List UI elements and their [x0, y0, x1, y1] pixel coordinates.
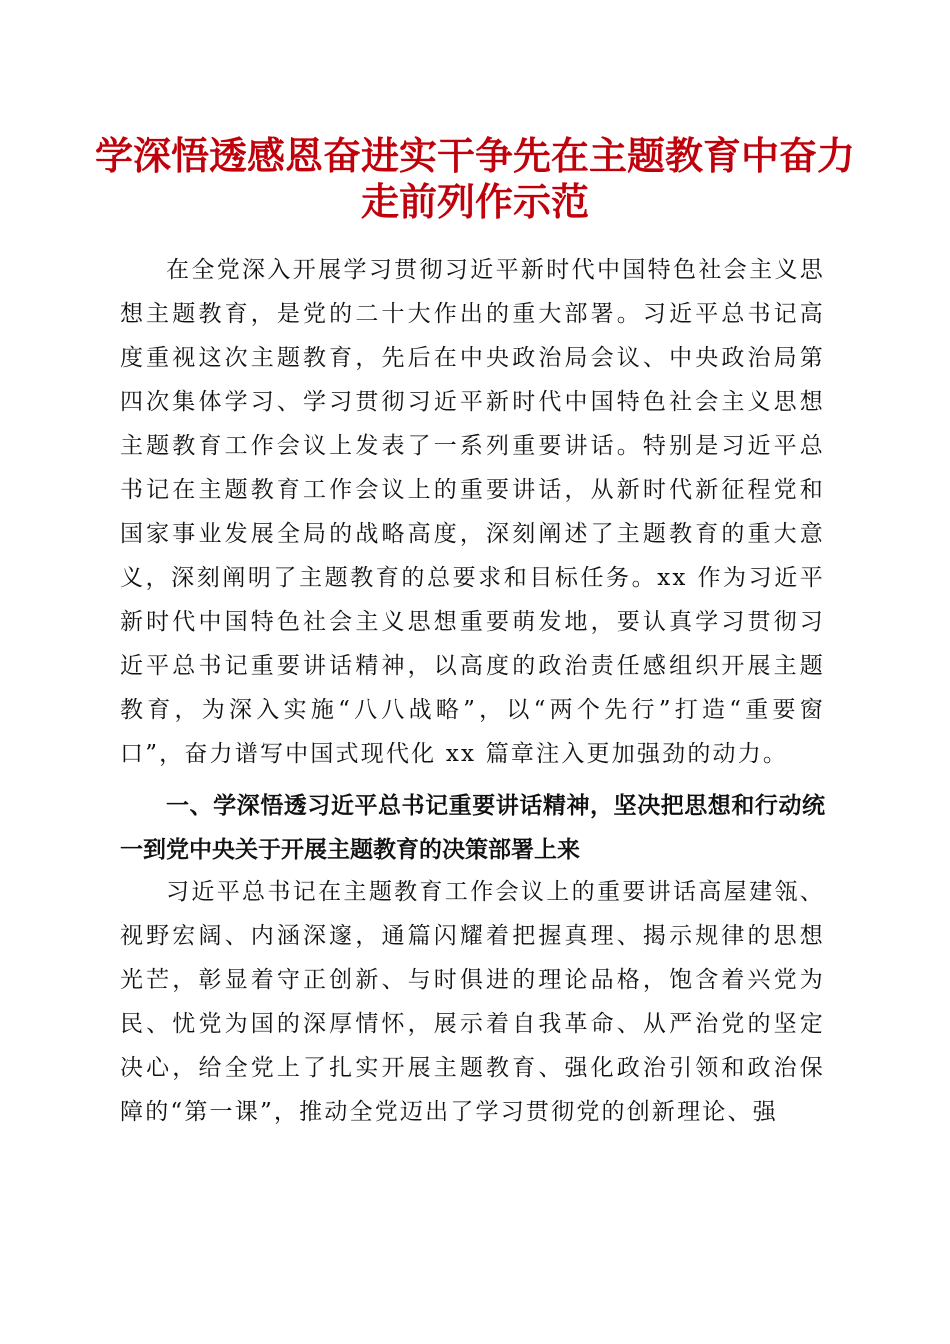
section-paragraph: 习近平总书记在主题教育工作会议上的重要讲话高屋建瓴、视野宏阔、内涵深邃，通篇闪耀着把握真理、揭示规律的思想光芒，彰显着守正创新、与时俱进的理论品格，饱含着兴党为民、忧党为国的深厚情怀，展示着自我革命、从严治党的坚定决心，给全党上了扎实开展主题教育、强化政治引领和政治保障的“第一课”，推动全党迈出了学习贯彻党的创新理论、强: [120, 879, 825, 1125]
document-title: 学深悟透感恩奋进实干争先在主题教育中奋力走前列作示范: [94, 133, 855, 224]
section-heading: 一、学深悟透习近平总书记重要讲话精神，坚决把思想和行动统一到党中央关于开展主题教育的决策部署上来: [120, 793, 825, 863]
intro-paragraph: 在全党深入开展学习贯彻习近平新时代中国特色社会主义思想主题教育，是党的二十大作出的重大部署。习近平总书记高度重视这次主题教育，先后在中央政治局会议、中央政治局第四次集体学习、学习贯彻习近平新时代中国特色社会主义思想主题教育工作会议上发表了一系列重要讲话。特别是习近平总书记在主题教育工作会议上的重要讲话，从新时代新征程党和国家事业发展全局的战略高度，深刻阐述了主题教育的重大意义，深刻阐明了主题教育的总要求和目标任务。xx 作为习近平新时代中国特色社会主义思想重要萌发地，要认真学习贯彻习近平总书记重要讲话精神，以高度的政治责任感组织开展主题教育，为深入实施“八八战略”，以“两个先行”打造“重要窗口”，奋力谱写中国式现代化 xx 篇章注入更加强劲的动力。: [120, 257, 825, 767]
